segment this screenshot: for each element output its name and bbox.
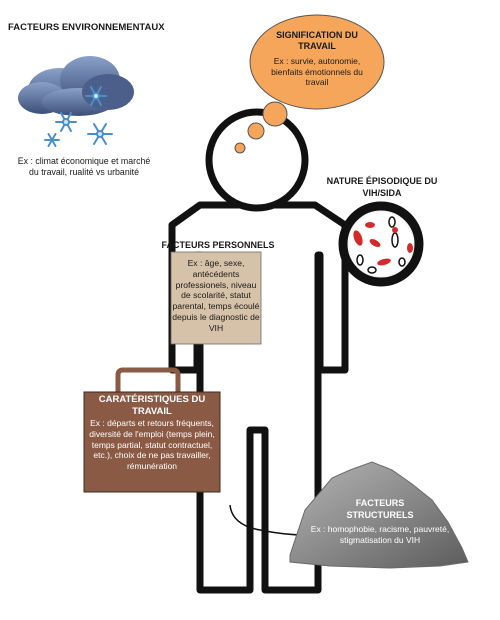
environmental-title: FACTEURS ENVIRONNEMENTAUX — [8, 22, 165, 33]
meaning-title: SIGNIFICATION DU TRAVAIL — [276, 30, 358, 51]
cell-icon — [343, 206, 419, 282]
structural-example: Ex : homophobie, racisme, pauvreté, stigmatisation du VIH — [310, 524, 450, 545]
bubble-dot-1 — [263, 102, 287, 126]
work-example: Ex : départs et retours fréquents, diversité de l'emploi (temps plein, temps partial, statut contractuel, etc.), choix de ne pas travailler, rémunération — [89, 418, 215, 472]
environmental-example: Ex : climat économique et marché du travail, rualité vs urbanité — [17, 156, 151, 177]
bubble-dot-3 — [235, 143, 245, 153]
episodic-title: NATURE ÉPISODIQUE DU VIH/SIDA — [326, 176, 438, 198]
cloud-icon — [18, 56, 134, 116]
bubble-dot-2 — [248, 123, 264, 139]
personal-title: FACTEURS PERSONNELS — [161, 240, 275, 250]
meaning-example: Ex : survie, autonomie, bienfaits émotionnels du travail — [271, 56, 363, 87]
structural-title: FACTEURS STRUCTURELS — [346, 498, 414, 520]
personal-example: Ex : âge, sexe, antécédents professionels, niveau de scolarité, statut parental, temps écoulé depuis le diagnostic de VIH — [172, 258, 260, 333]
work-title: CARATÉRISTIQUES DU TRAVAIL — [98, 394, 206, 417]
